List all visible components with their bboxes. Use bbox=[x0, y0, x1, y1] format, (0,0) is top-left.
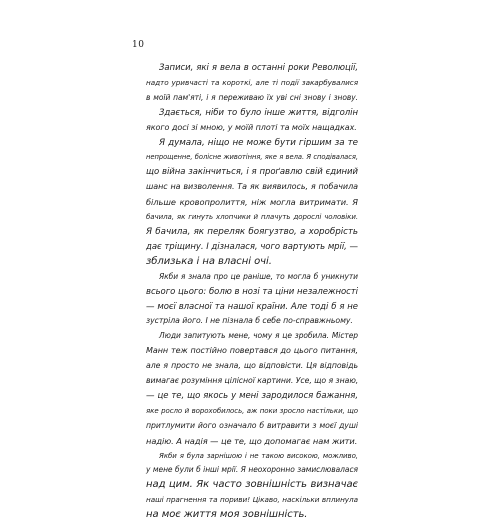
text-line: Якби я була зарнішою і не такою високою, можливо, bbox=[159, 451, 358, 460]
text-line: зустріла його. І не пізнала б себе по-справжньому. bbox=[146, 316, 353, 326]
text-line: але я просто не знала, що відповісти. Ця відповідь bbox=[146, 361, 358, 371]
text-line: вимагає розуміння цілісної картини. Усе, що я знаю, bbox=[146, 376, 359, 386]
text-line: Якби я знала про це раніше, то могла б уникнути bbox=[159, 271, 358, 281]
text-line: Я бачила, як переляк боягузтво, а хоробрість bbox=[146, 226, 358, 237]
text-line: в моїй пам'яті, і я переживаю їх уві сні знову і знову. bbox=[146, 92, 358, 102]
text-line: на моє життя моя зовнішність. bbox=[146, 509, 308, 521]
text-line: надію. А надія — це те, що допомагає нам жити. bbox=[146, 435, 358, 446]
text-line: Манн теж постійно повертався до цього питання, bbox=[146, 346, 358, 356]
text-line: якого досі зі мною, у моїй плоті та моїх нащадках. bbox=[146, 122, 357, 132]
text-line: що війна закінчиться, і я проґавлю свій єдиний bbox=[146, 167, 358, 178]
text-line: наші прагнення та пориви! Цікаво, наскільки вплинула bbox=[146, 495, 358, 505]
text-line: всього цього: болю в нозі та ціни незалежності bbox=[146, 286, 358, 297]
text-line: зблизька і на власні очі. bbox=[146, 255, 272, 267]
text-line: — це те, що якось у мені зародилося бажання, bbox=[146, 390, 358, 401]
text-line: — моєї власної та нашої країни. Але тоді б я не bbox=[146, 301, 358, 312]
text-line: Люди запитують мене, чому я це зробила. Містер bbox=[159, 331, 358, 341]
text-line: шанс на визволення. Та як виявилось, я побачила bbox=[146, 182, 358, 192]
text-line: надто уривчасті та короткі, але ті події закарбувалися bbox=[146, 77, 358, 87]
text-line: бачила, як гинуть хлопчики й плачуть дорослі чоловіки. bbox=[146, 213, 358, 222]
text-line: Здається, ніби то було інше життя, відголін bbox=[159, 107, 358, 118]
page-number: 10 bbox=[132, 40, 145, 50]
text-line: у мене були б інші мрії. Я неохоронно замислювалася bbox=[146, 465, 358, 475]
body-text bbox=[146, 61, 358, 523]
text-line: притлумити його означало б витравити з моєї душі bbox=[146, 420, 358, 430]
text-line: дає тріщину. І дізналася, чого вартують мрії, — bbox=[146, 241, 358, 252]
text-line: яке росло й ворохобилось, аж поки зросло настільки, що bbox=[146, 406, 358, 415]
text-line: над цим. Як часто зовнішність визначає bbox=[146, 479, 358, 491]
text-line: Записи, які я вела в останні роки Революції, bbox=[159, 63, 358, 73]
text-line: більше кровопролиття, ніж могла витримати. Я bbox=[146, 197, 358, 208]
text-line: Я думала, ніщо не може бути гіршим за те bbox=[159, 137, 358, 148]
text-line: непрощенне, болісне животіння, яке я вела. Я сподівалася, bbox=[146, 153, 358, 162]
